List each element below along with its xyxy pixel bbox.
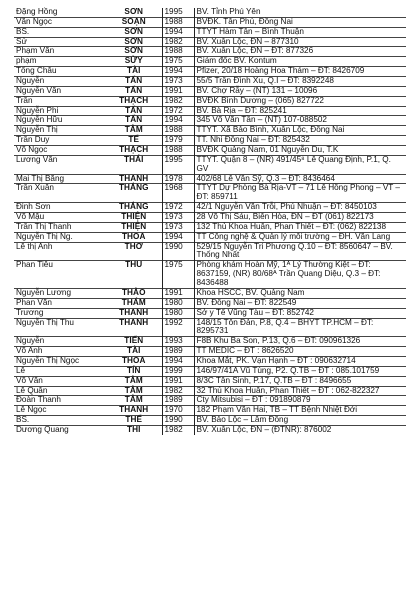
table-row (14, 416, 406, 426)
family-name: Trần (14, 96, 106, 106)
family-name: Nguyễn (14, 337, 106, 347)
contact-info: Giám đốc BV. Kontum (194, 57, 406, 67)
table-row (14, 318, 406, 337)
given-name: THẠCH (106, 96, 162, 106)
family-name: Đặng Hồng (16, 7, 58, 16)
contact-info: TTYT. Xã Bảo Bình, Xuân Lộc, Đồng Nai (194, 126, 406, 136)
given-name: SƠN (106, 27, 162, 37)
year: 1973 (162, 77, 194, 87)
given-name: SỬY (106, 57, 162, 67)
given-name: THOA (106, 232, 162, 242)
year: 1972 (162, 203, 194, 213)
given-name: THIỆN (106, 222, 162, 232)
family-name: Phan Văn (14, 298, 106, 308)
given-name: THẮNG (106, 203, 162, 213)
year: 1988 (162, 146, 194, 156)
directory-body (14, 8, 406, 435)
family-name: Nguyễn Thị (14, 126, 106, 136)
contact-info: TTYT. Quận 8 – (NR) 491/45⁸ Lê Quang Định, P.1, Q. GV (194, 155, 406, 174)
contact-info: TT Công nghệ & Quản lý môi trường – ĐH. Văn Lang (194, 232, 406, 242)
year: 1994 (162, 116, 194, 126)
contact-info: 132 Thủ Khoa Huân, Phan Thiết – ĐT: (062) 822138 (194, 222, 406, 232)
given-name: SƠN (124, 7, 144, 16)
given-name: THANH (106, 406, 162, 416)
contact-info: 345 Võ Văn Tần – (NT) 107-088502 (194, 116, 406, 126)
contact-info: BV. Bà Rịa – ĐT: 825241 (194, 106, 406, 116)
table-row (14, 308, 406, 318)
given-name: THI (106, 425, 162, 434)
given-name: THẢO (106, 288, 162, 298)
contact-info: 28 Võ Thị Sáu, Biên Hòa, ĐN – ĐT (061) 822173 (194, 213, 406, 223)
year: 1973 (162, 213, 194, 223)
given-name: TẤN (106, 116, 162, 126)
family-name: Nguyễn (14, 77, 106, 87)
given-name: SƠN (106, 47, 162, 57)
family-name: BS. (14, 416, 106, 426)
contact-info: Khoa HSCC, BV. Quảng Nam (194, 288, 406, 298)
given-name: THÁI (106, 155, 162, 174)
given-name: TÂM (106, 376, 162, 386)
contact-info: BV. Bảo Lộc – Lâm Đồng (194, 416, 406, 426)
table-row (14, 96, 406, 106)
year: 1978 (162, 174, 194, 184)
given-name: TẾ (106, 136, 162, 146)
given-name: THẾ (106, 416, 162, 426)
table-row (14, 213, 406, 223)
year: 1980 (162, 298, 194, 308)
year: 1990 (162, 242, 194, 261)
family-name: Võ Anh (14, 347, 106, 357)
year: 1982 (162, 37, 194, 47)
family-name: Lê Quân (14, 386, 106, 396)
given-name: TÂM (106, 126, 162, 136)
family-name: Lê (14, 366, 106, 376)
year: 1999 (162, 366, 194, 376)
family-name: Võ Ngọc (14, 146, 106, 156)
year: 1982 (162, 425, 194, 434)
contact-info: BV. Xuân Lộc, ĐN – ĐT: 877326 (194, 47, 406, 57)
year: 1970 (162, 406, 194, 416)
family-name: Văn Ngọc (14, 17, 106, 27)
contact-info: BVĐK Quảng Nam, 01 Nguyễn Du, T.K (194, 146, 406, 156)
directory-table (14, 8, 406, 435)
family-name: Nguyễn Lương (14, 288, 106, 298)
given-name: THANH (106, 308, 162, 318)
contact-info: 8/3C Tân Sinh, P.17, Q.TB – ĐT : 8496655 (194, 376, 406, 386)
year: 1973 (162, 222, 194, 232)
family-name: phạm (14, 57, 106, 67)
family-name: Trần Duy (14, 136, 106, 146)
contact-info: BV. Tỉnh Phú Yên (194, 8, 406, 17)
family-name: Nguyễn Văn (14, 86, 106, 96)
table-row (14, 298, 406, 308)
table-row (14, 232, 406, 242)
given-name: THẮNG (106, 184, 162, 203)
family-name: Võ Văn (14, 376, 106, 386)
contact-info: 182 Phạm Văn Hai, TB – TT Bệnh Nhiệt Đới (194, 406, 406, 416)
year: 1991 (162, 376, 194, 386)
given-name: THU (106, 261, 162, 289)
year: 1992 (162, 318, 194, 337)
table-row (14, 86, 406, 96)
year: 1991 (162, 86, 194, 96)
given-name: SOẠN (106, 17, 162, 27)
given-name: THOA (106, 356, 162, 366)
family-name: Phạm Văn (14, 47, 106, 57)
given-name: THIỆN (106, 213, 162, 223)
family-name: Phan Tiêu (14, 261, 106, 289)
year: 1993 (162, 337, 194, 347)
table-row (14, 155, 406, 174)
contact-info: Khoa Mắt, PK. Vạn Hạnh – ĐT : 090632714 (194, 356, 406, 366)
table-row (14, 261, 406, 289)
contact-info: Pfizer, 20/18 Hoàng Hoa Thám – ĐT: 8426709 (194, 67, 406, 77)
year: 1968 (162, 184, 194, 203)
family-name: Đoàn Thanh (14, 396, 106, 406)
given-name: THƠ (106, 242, 162, 261)
given-name: TẤN (106, 77, 162, 87)
contact-info: 146/97/41A Vũ Tùng, P2. Q.TB – ĐT : 085.101759 (194, 366, 406, 376)
table-row (14, 347, 406, 357)
contact-info: Phòng khám Hoàn Mỹ, 1ᴬ Lý Thường Kiệt – ĐT: 8637159, (NR) 80/68ᴬ Trần Quang Diệu, Q.3 – ĐT: 8436488 (194, 261, 406, 289)
table-row (14, 425, 406, 434)
contact-info: 402/68 Lê Văn Sỹ, Q.3 – ĐT: 8436464 (194, 174, 406, 184)
contact-info: BV. Xuân Lộc, ĐN – (ĐTNR): 876002 (194, 425, 406, 434)
year: 1989 (162, 347, 194, 357)
contact-info: 32 Thủ Khoa Huân, Phan Thiết – ĐT : 062-822327 (194, 386, 406, 396)
family-name: Lương Văn (14, 155, 106, 174)
contact-info: BV. Xuân Lộc, ĐN – 877310 (194, 37, 406, 47)
contact-info: BV. Chợ Rẫy – (NT) 131 – 10096 (194, 86, 406, 96)
contact-info: TTYT Hàm Tân – Bình Thuận (194, 27, 406, 37)
table-row (14, 17, 406, 27)
contact-info: TT. Nhi Đồng Nai – ĐT: 825432 (194, 136, 406, 146)
given-name: THÁM (106, 298, 162, 308)
year: 1994 (162, 27, 194, 37)
table-row (14, 146, 406, 156)
given-name: THẠCH (106, 146, 162, 156)
year: 1994 (162, 67, 194, 77)
table-row (14, 27, 406, 37)
family-name: Mai Thị Băng (14, 174, 106, 184)
table-row (14, 356, 406, 366)
year: 1988 (162, 47, 194, 57)
year: 1995 (162, 155, 194, 174)
contact-info: 529/15 Nguyễn Tri Phương Q.10 – ĐT: 8560647 – BV. Thống Nhất (194, 242, 406, 261)
contact-info: BV. Đồng Nai – ĐT: 822549 (194, 298, 406, 308)
given-name: TIẾN (106, 337, 162, 347)
given-name: SƠN (106, 37, 162, 47)
table-row (14, 8, 406, 17)
contact-info: TTYT Dự Phòng Bà Rịa-VT – 71 Lê Hồng Phong – VT – ĐT: 859711 (194, 184, 406, 203)
contact-info: F8B Khu Ba Son, P.13, Q.6 – ĐT: 090961326 (194, 337, 406, 347)
family-name: Nguyễn Thị Ng. (14, 232, 106, 242)
family-name: Nguyễn Thị Thu (14, 318, 106, 337)
year: 1988 (162, 126, 194, 136)
contact-info: 42/1 Nguyễn Văn Trỗi, Phú Nhuận – ĐT: 8450103 (194, 203, 406, 213)
family-name: Nguyễn Thị Ngọc (14, 356, 106, 366)
family-name: Đinh Sơn (14, 203, 106, 213)
year: 1995 (162, 8, 194, 17)
table-row (14, 77, 406, 87)
contact-info: BVĐK Bình Dương – (065) 827722 (194, 96, 406, 106)
contact-info: Cty Mitsubisi – ĐT : 091890879 (194, 396, 406, 406)
contact-info: Sở y Tế Vũng Tàu – ĐT: 852742 (194, 308, 406, 318)
year: 1975 (162, 261, 194, 289)
given-name: THANH (106, 318, 162, 337)
year: 1988 (162, 17, 194, 27)
family-name: BS. (14, 27, 106, 37)
family-name: Tống Châu (14, 67, 106, 77)
family-name: Trương (14, 308, 106, 318)
table-row (14, 242, 406, 261)
given-name: TÀI (106, 347, 162, 357)
year: 1994 (162, 232, 194, 242)
family-name: Lê Ngọc (14, 406, 106, 416)
table-row (14, 376, 406, 386)
contact-info: 55/5 Trần Đình Xu, Q.I – ĐT: 8392248 (194, 77, 406, 87)
family-name: Nguyễn Phi (14, 106, 106, 116)
table-row (14, 222, 406, 232)
family-name: Trần Thị Thanh (14, 222, 106, 232)
given-name: TÂM (106, 386, 162, 396)
contact-info: BVĐK. Tân Phú, Đồng Nai (194, 17, 406, 27)
given-name: TÀI (106, 67, 162, 77)
year: 1982 (162, 386, 194, 396)
year: 1989 (162, 396, 194, 406)
family-name: Võ Mậu (14, 213, 106, 223)
year: 1972 (162, 106, 194, 116)
table-row (14, 184, 406, 203)
given-name: THANH (106, 174, 162, 184)
year: 1991 (162, 288, 194, 298)
year: 1979 (162, 136, 194, 146)
family-name: Sử (14, 37, 106, 47)
table-row (14, 288, 406, 298)
table-row (14, 366, 406, 376)
year: 1990 (162, 416, 194, 426)
given-name: TÍN (106, 366, 162, 376)
year: 1994 (162, 356, 194, 366)
year: 1982 (162, 96, 194, 106)
given-name: TÂM (106, 396, 162, 406)
contact-info: TT MEDIC – ĐT : 8626520 (194, 347, 406, 357)
given-name: TẤN (106, 86, 162, 96)
family-name: Trần Xuân (14, 184, 106, 203)
family-name: Lê thị Anh (14, 242, 106, 261)
family-name: Nguyễn Hữu (14, 116, 106, 126)
given-name: TẤN (106, 106, 162, 116)
year: 1975 (162, 57, 194, 67)
contact-info: 148/15 Tôn Đản, P.8, Q.4 – BHYT TP.HCM – ĐT: 8295731 (194, 318, 406, 337)
year: 1980 (162, 308, 194, 318)
family-name: Dương Quang (14, 425, 106, 434)
